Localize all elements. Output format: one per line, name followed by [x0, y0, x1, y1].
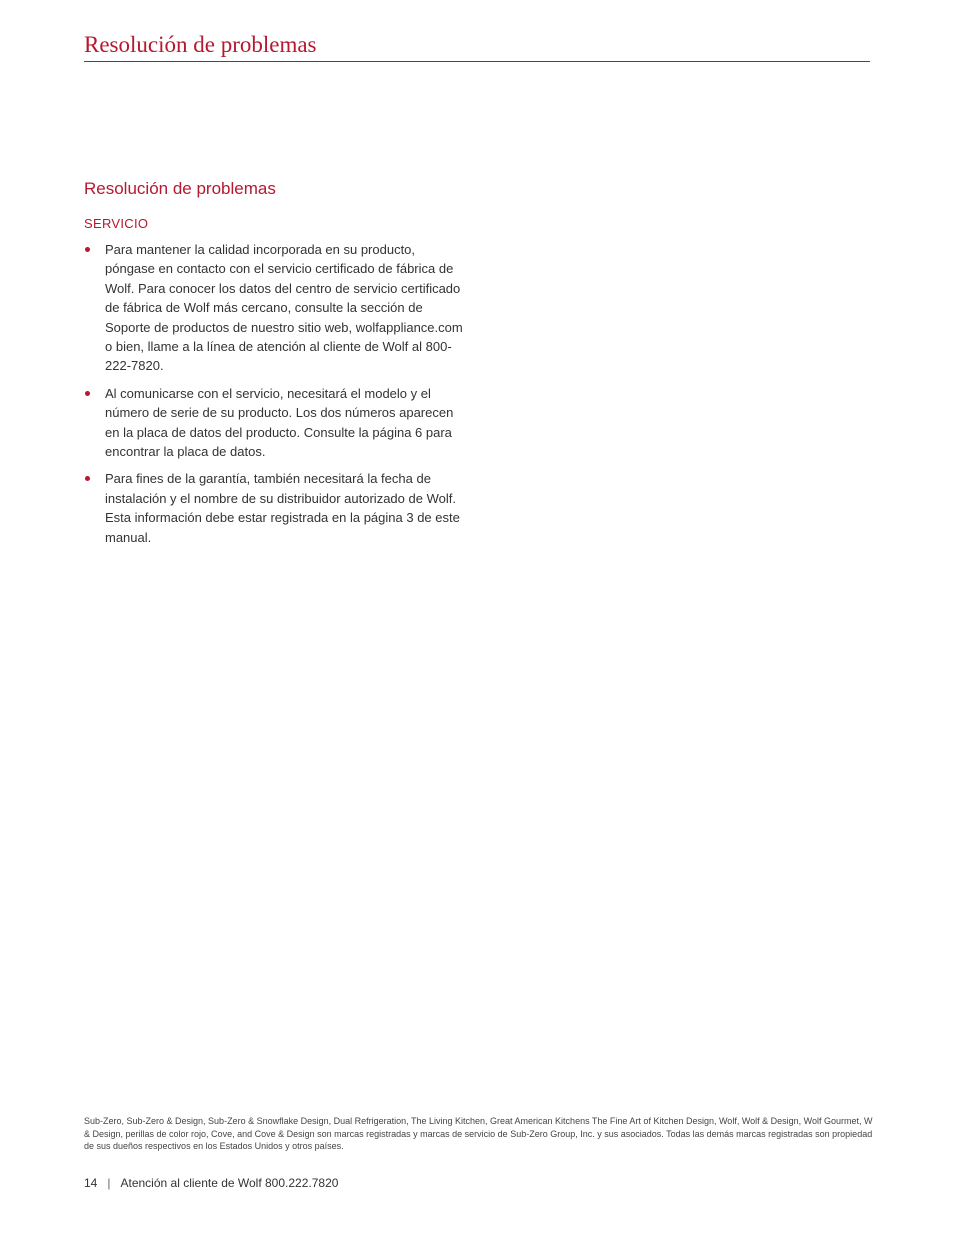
page-number: 14: [84, 1176, 98, 1190]
list-item: [84, 384, 464, 462]
main-content: [84, 176, 464, 555]
footer-contact-text: Atención al cliente de Wolf 800.222.7820: [120, 1176, 339, 1190]
list-item: [84, 240, 464, 376]
section-heading: Resolución de problemas: [84, 179, 276, 198]
bullet-dot-icon: [85, 476, 90, 481]
page-footer: [84, 1174, 338, 1192]
page-title: Resolución de problemas: [84, 32, 317, 57]
subsection-heading-servicio: SERVICIO: [84, 216, 149, 231]
list-item-text: Para mantener la calidad incorporada en su producto, póngase en contacto con el servicio certificado de fábrica de Wolf. Para conocer los datos del centro de servicio certificado de fábrica de Wolf más cercano, consulte la sección de Soporte de productos de nuestro sitio web, wolfappliance.com o bien, llame a la línea de atención al cliente de Wolf al 800-222-7820.: [105, 242, 463, 374]
list-item: [84, 469, 464, 547]
page-header: [84, 30, 870, 62]
bullet-dot-icon: [85, 247, 90, 252]
list-item-text: Al comunicarse con el servicio, necesitará el modelo y el número de serie de su producto. Los dos números aparecen en la placa de datos del producto. Consulte la página 6 para encontrar la placa de datos.: [105, 385, 454, 460]
bullet-list: [84, 240, 464, 547]
list-item-text: Para fines de la garantía, también necesitará la fecha de instalación y el nombre de su distribuidor autorizado de Wolf. Esta información debe estar registrada en la página 3 de este manual.: [105, 471, 460, 545]
bullet-dot-icon: [85, 391, 90, 396]
footer-separator: |: [107, 1176, 111, 1190]
trademark-notice: Sub-Zero, Sub-Zero & Design, Sub-Zero & Snowflake Design, Dual Refrigeration, The Living Kitchen, Great American Kitchens The Fine Art of Kitchen Design, Wolf, Wolf & Design, Wolf Gourmet, W & Design, perillas de color rojo, Cove, and Cove & Design son marcas registradas y marcas de servicio de Sub-Zero Group, Inc. y sus asociados. Todas las demás marcas registradas son propiedad de sus dueños respectivos en los Estados Unidos y otros países.: [84, 1116, 873, 1151]
